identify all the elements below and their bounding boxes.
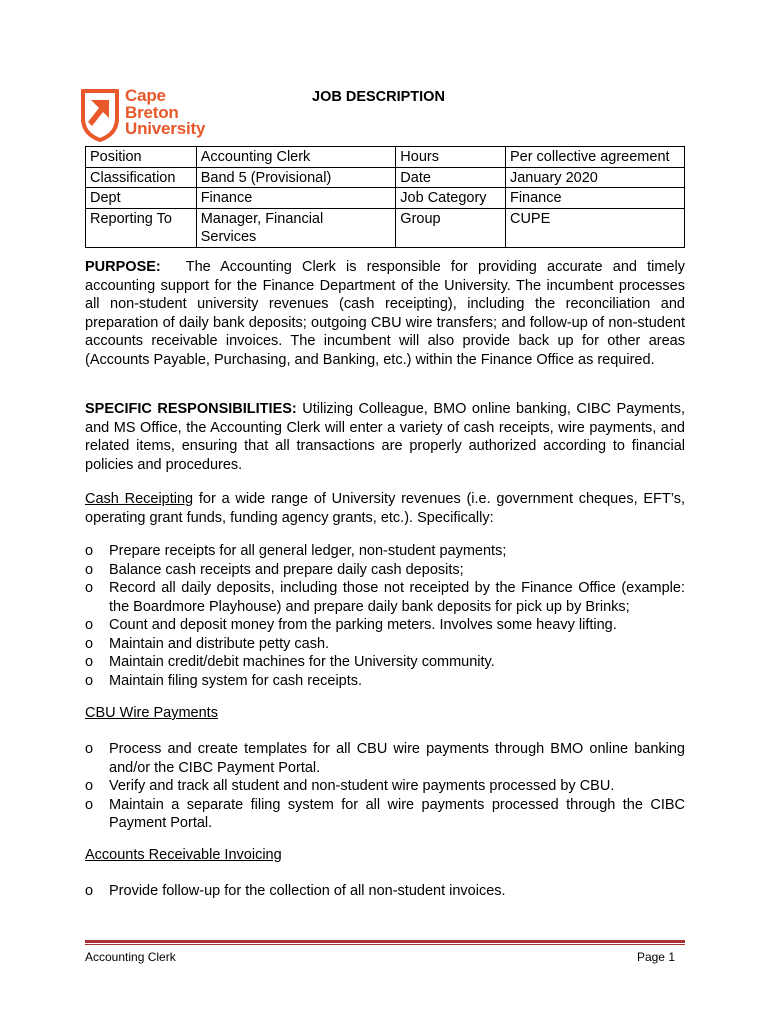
bullet-icon: o xyxy=(85,561,94,578)
list-item xyxy=(85,740,685,777)
document-title: JOB DESCRIPTION xyxy=(312,89,445,105)
table-row xyxy=(86,147,685,168)
table-cell-value: Accounting Clerk xyxy=(196,147,396,168)
list-item xyxy=(85,796,685,833)
list-item xyxy=(85,653,685,672)
cash-bullet-list xyxy=(85,542,685,690)
cell-line: Manager, Financial xyxy=(200,210,324,227)
bullet-icon: o xyxy=(85,635,94,652)
list-item xyxy=(85,616,685,635)
cash-intro-paragraph xyxy=(85,490,685,527)
table-cell-value: Finance xyxy=(196,188,396,209)
list-item-text: Balance cash receipts and prepare daily cash deposits; xyxy=(109,561,464,578)
logo-line-2: Breton xyxy=(125,102,179,122)
table-cell-value: CUPE xyxy=(505,208,684,247)
footer-divider xyxy=(85,940,685,943)
list-item-text: Verify and track all student and non-student wire payments processed by CBU. xyxy=(109,778,615,794)
footer-divider-thin xyxy=(85,944,685,945)
specific-text: Utilizing Colleague, BMO online banking, CIBC Payments, and MS Office, the Accounting Clerk will enter a variety of cash receipts, wire payments, and related items, ensuring that all transactions are properly authorized according to financial policies and procedures. xyxy=(85,401,685,473)
logo-shield-icon xyxy=(80,88,120,142)
list-item xyxy=(85,579,685,616)
list-item-text: Provide follow-up for the collection of all non-student invoices. xyxy=(109,883,506,899)
table-row xyxy=(86,208,685,247)
wire-list-section xyxy=(85,740,685,833)
cash-heading: Cash Receipting xyxy=(85,491,194,507)
cell-line: Services xyxy=(200,229,257,245)
table-cell-value: Finance xyxy=(505,188,684,209)
list-item-text: Maintain a separate filing system for all wire payments processed through the CIBC Payment Portal. xyxy=(109,796,685,831)
table-cell-label: Job Category xyxy=(396,188,506,209)
table-cell-label: Dept xyxy=(86,188,197,209)
list-item-text: Maintain filing system for cash receipts. xyxy=(109,672,363,689)
bullet-icon: o xyxy=(85,778,94,794)
bullet-icon: o xyxy=(85,672,94,689)
list-item xyxy=(85,882,685,901)
cash-intro: for a wide range of University revenues (i.e. government cheques, EFT’s, operating grant funds, funding agency grants, etc.). Specifically: xyxy=(85,491,685,526)
table-cell-label: Group xyxy=(396,208,506,247)
footer-page-number: Page 1 xyxy=(636,950,675,964)
cash-receipting-section xyxy=(85,490,685,527)
table-cell-label: Reporting To xyxy=(86,208,197,247)
logo-text xyxy=(125,88,205,138)
list-item-text: Count and deposit money from the parking meters. Involves some heavy lifting. xyxy=(109,617,617,633)
specific-paragraph xyxy=(85,400,685,474)
list-item-text: Maintain credit/debit machines for the University community. xyxy=(109,654,495,670)
table-cell-label: Position xyxy=(86,147,197,168)
ar-heading-section xyxy=(85,846,685,865)
university-logo xyxy=(80,88,215,144)
ar-heading: Accounts Receivable Invoicing xyxy=(85,847,282,863)
table-cell-label: Hours xyxy=(396,147,506,168)
bullet-icon: o xyxy=(85,543,94,559)
purpose-text: The Accounting Clerk is responsible for providing accurate and timely accounting support for the Finance Department of the University. The incumbent processes all non-student university revenues (cash receipting), including the reconciliation and preparation of daily bank deposits; outgoing CBU wire transfers; and follow-up of non-student accounts receivable invoices. The incumbent will also provide back up for other areas (Accounts Payable, Purchasing, and Banking, etc.) within the Finance Office as required. xyxy=(85,259,685,368)
wire-bullet-list xyxy=(85,740,685,833)
list-item-text: Prepare receipts for all general ledger, non-student payments; xyxy=(109,543,507,559)
specific-section xyxy=(85,400,685,474)
bullet-icon: o xyxy=(85,796,94,813)
wire-heading: CBU Wire Payments xyxy=(85,705,218,721)
ar-list-section xyxy=(85,882,685,901)
list-item xyxy=(85,672,685,691)
purpose-section xyxy=(85,258,685,369)
list-item xyxy=(85,561,685,580)
list-item xyxy=(85,777,685,796)
table-row xyxy=(86,188,685,209)
logo-line-1: Cape xyxy=(125,86,166,105)
list-item xyxy=(85,542,685,561)
purpose-label: PURPOSE: xyxy=(85,259,161,275)
list-item-text: Record all daily deposits, including those not receipted by the Finance Office (example: the Boardmore Playhouse) and prepare daily bank deposits for pick up by Brinks; xyxy=(109,580,685,615)
specific-label: SPECIFIC RESPONSIBILITIES: xyxy=(85,401,297,417)
table-cell-value: Band 5 (Provisional) xyxy=(196,167,396,188)
list-item-text: Maintain and distribute petty cash. xyxy=(109,635,330,652)
table-row xyxy=(86,167,685,188)
bullet-icon: o xyxy=(85,580,94,596)
purpose-paragraph xyxy=(85,258,685,369)
bullet-icon: o xyxy=(85,654,94,670)
list-item-text: Process and create templates for all CBU wire payments through BMO online banking and/or the CIBC Payment Portal. xyxy=(109,741,685,776)
bullet-icon: o xyxy=(85,617,94,633)
wire-heading-section xyxy=(85,704,685,723)
table-cell-label: Date xyxy=(396,167,506,188)
cash-list-section xyxy=(85,542,685,690)
table-cell-label: Classification xyxy=(86,167,197,188)
table-cell-value: Per collective agreement xyxy=(505,147,684,168)
table-cell-value: January 2020 xyxy=(505,167,684,188)
bullet-icon: o xyxy=(85,883,94,899)
ar-bullet-list xyxy=(85,882,685,901)
job-info-table xyxy=(85,146,685,248)
bullet-icon: o xyxy=(85,741,94,757)
table-cell-value xyxy=(196,208,396,247)
logo-line-3: University xyxy=(125,119,206,138)
list-item xyxy=(85,635,685,654)
footer-doc-name: Accounting Clerk xyxy=(85,950,176,964)
